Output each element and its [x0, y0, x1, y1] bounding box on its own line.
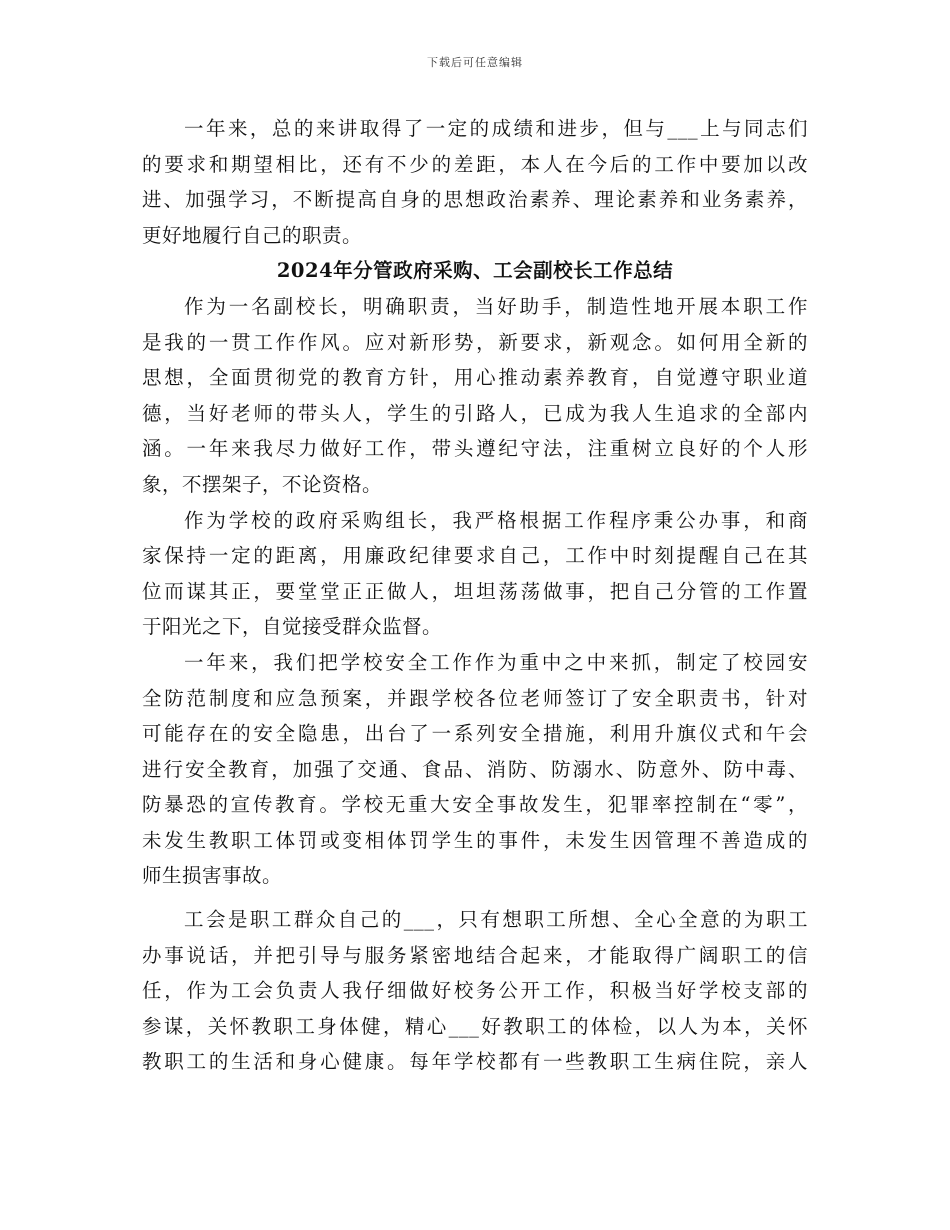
text-line: 的要求和期望相比，还有不少的差距，本人在今后的工作中要加以改 — [142, 152, 808, 176]
text-line: 参谋，关怀教职工身体健，精心___好教职工的体检，以人为本，关怀 — [142, 1014, 808, 1038]
text-line: 任，作为工会负责人我仔细做好校务公开工作，积极当好学校支部的 — [142, 979, 808, 1003]
text-line: 作为一名副校长，明确职责，当好助手，制造性地开展本职工作 — [184, 294, 808, 318]
text-line: 进、加强学习，不断提高自身的思想政治素养、理论素养和业务素养， — [142, 188, 808, 212]
text-line: 象，不摆架子，不论资格。 — [142, 472, 383, 496]
text-line: 家保持一定的距离，用廉政纪律要求自己，工作中时刻提醒自己在其 — [142, 544, 808, 568]
paragraph-procurement — [142, 503, 808, 645]
text-line: 作为学校的政府采购组长，我严格根据工作程序秉公办事，和商 — [184, 508, 808, 532]
paragraph-safety — [142, 645, 808, 894]
paragraph-union — [142, 902, 808, 1080]
text-line: 可能存在的安全隐患，出台了一系列安全措施，利用升旗仪式和午会 — [142, 722, 808, 746]
paragraph-gap — [142, 894, 808, 902]
header-note: 下载后可任意编辑 — [427, 56, 523, 69]
text-line: 工会是职工群众自己的___，只有想职工所想、全心全意的为职工 — [184, 908, 808, 932]
text-line: 是我的一贯工作作风。应对新形势，新要求，新观念。如何用全新的 — [142, 330, 808, 354]
text-line: 一年来，总的来讲取得了一定的成绩和进步，但与___上与同志们 — [184, 117, 808, 140]
paragraph-closing — [142, 111, 808, 253]
document-body — [142, 111, 808, 1080]
text-line: 德，当好老师的带头人，学生的引路人，已成为我人生追求的全部内 — [142, 401, 808, 425]
text-line: 一年来，我们把学校安全工作作为重中之中来抓，制定了校园安 — [184, 650, 808, 674]
text-line: 师生损害事故。 — [142, 864, 283, 888]
text-line: 教职工的生活和身心健康。每年学校都有一些教职工生病住院，亲人 — [142, 1050, 808, 1074]
paragraph-role — [142, 289, 808, 503]
text-line: 思想，全面贯彻党的教育方针，用心推动素养教育，自觉遵守职业道 — [142, 366, 808, 390]
document-title: 2024年分管政府采购、工会副校长工作总结 — [276, 259, 674, 283]
text-line: 未发生教职工体罚或变相体罚学生的事件，未发生因管理不善造成的 — [142, 828, 808, 852]
text-line: 于阳光之下，自觉接受群众监督。 — [142, 615, 443, 639]
text-line: 位而谋其正，要堂堂正正做人，坦坦荡荡做事，把自己分管的工作置 — [142, 579, 808, 603]
text-line: 更好地履行自己的职责。 — [142, 223, 363, 247]
text-line: 涵。一年来我尽力做好工作，带头遵纪守法，注重树立良好的个人形 — [142, 437, 808, 461]
text-line: 办事说话，并把引导与服务紧密地结合起来，才能取得广阔职工的信 — [142, 943, 808, 967]
text-line: 进行安全教育，加强了交通、食品、消防、防溺水、防意外、防中毒、 — [142, 757, 808, 781]
text-line: 防暴恐的宣传教育。学校无重大安全事故发生，犯罪率控制在“零”， — [142, 793, 808, 817]
text-line: 全防范制度和应急预案，并跟学校各位老师签订了安全职责书，针对 — [142, 686, 808, 710]
